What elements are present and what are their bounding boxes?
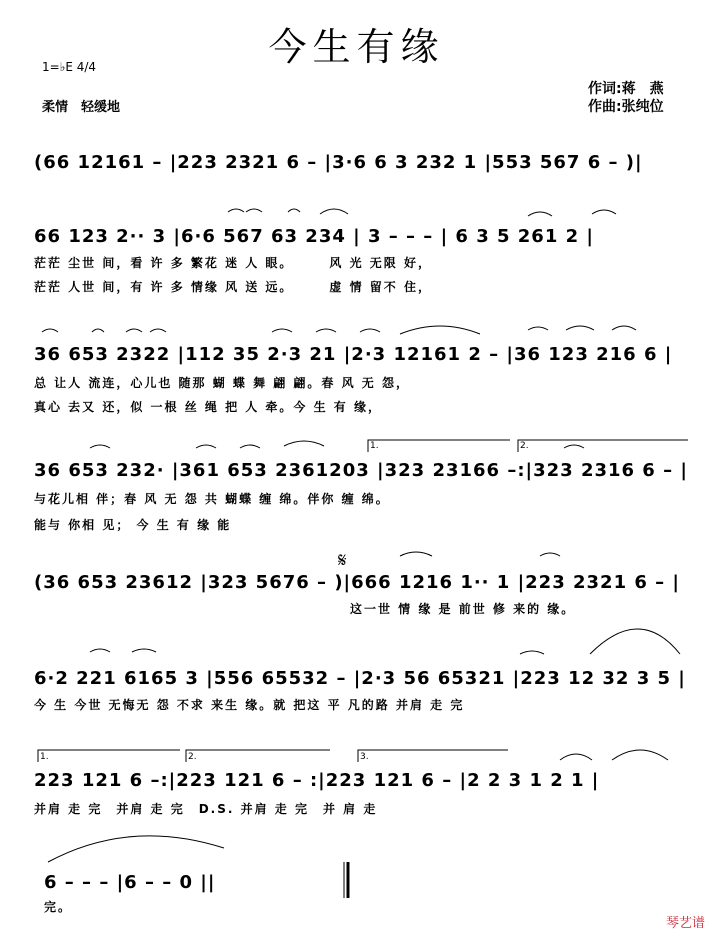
slur	[564, 445, 584, 448]
slur	[560, 754, 592, 760]
slur	[90, 445, 110, 448]
slur	[196, 445, 216, 448]
slur	[272, 329, 292, 332]
volta-bracket	[518, 440, 688, 452]
lyrics-row-3-verse-2: 真心 去又 还，似 一根 丝 绳 把 人 牵。今 生 有 缘，	[34, 400, 382, 414]
slur	[360, 329, 380, 332]
volta-bracket	[358, 750, 508, 762]
slur	[400, 552, 432, 556]
slur	[592, 210, 616, 214]
slur	[320, 209, 348, 214]
slur	[566, 326, 594, 330]
lyrics-row-2-verse-2: 茫茫 人世 间，有 许 多 情缘 风 送 远。 虚 情 留不 住，	[34, 280, 432, 294]
lyrics-row-6: 今 生 今世 无悔无 怨 不求 来生 缘。就 把这 平 凡的路 并肩 走 完	[34, 698, 465, 712]
lyricist-credit: 作词:蒋 燕	[588, 81, 664, 97]
volta-1: 1.	[370, 441, 379, 451]
slur	[284, 441, 324, 446]
slur	[612, 750, 668, 760]
slur	[48, 836, 224, 862]
notation-row-6: 6·2 221 6165 3 |556 65532 – |2·3 56 65321 |223 12 32 3 5 |	[34, 668, 686, 689]
slur	[316, 329, 336, 332]
lyrics-row-4-verse-1: 与花儿相 伴；春 风 无 怨 共 蝴蝶 缠 绵。伴你 缠 绵。	[34, 492, 390, 506]
notation-row-5: (36 653 23612 |323 5676 – )|666 1216 1·· 1 |223 2321 6 – |	[34, 572, 680, 593]
slur	[228, 209, 244, 212]
slur	[90, 649, 110, 652]
notation-row-8: 6 – – – |6 – – 0 ||	[44, 872, 216, 893]
watermark-logo: 琴艺谱	[665, 916, 705, 931]
slur	[520, 651, 544, 654]
slur	[288, 209, 300, 212]
notation-row-4: 36 653 232· |361 653 2361203 |323 23166 –:|323 2316 6 – |	[34, 460, 688, 481]
slur	[528, 212, 552, 216]
song-title: 今生有缘	[268, 25, 445, 69]
slur	[400, 326, 480, 334]
slur	[246, 209, 262, 212]
volta-bracket	[38, 750, 180, 762]
slur	[42, 329, 58, 332]
slur	[540, 553, 560, 556]
slur	[528, 327, 548, 330]
volta-1b: 1.	[40, 752, 49, 762]
lyrics-row-3-verse-1: 总 让人 流连，心儿也 随那 蝴 蝶 舞 翩 翩。春 风 无 怨，	[34, 376, 410, 390]
notation-row-1: (66 12161 – |223 2321 6 – |3·6 6 3 232 1 |553 567 6 – )|	[34, 152, 643, 173]
lyrics-row-5: 这一世 情 缘 是 前世 修 来的 缘。	[350, 602, 576, 616]
segno-sign: 𝄋	[338, 548, 347, 572]
slur	[612, 326, 636, 330]
volta-2: 2.	[520, 441, 529, 451]
slur	[92, 329, 104, 332]
composer-credit: 作曲:张纯位	[588, 99, 664, 115]
notation-row-2: 66 123 2·· 3 |6·6 567 63 234 | 3 – – – | 6 3 5 261 2 |	[34, 226, 594, 247]
slur	[132, 649, 156, 652]
lyrics-row-4-verse-2: 能与 你相 见； 今 生 有 缘 能	[34, 518, 232, 532]
slur	[126, 329, 142, 332]
lyrics-row-2-verse-1: 茫茫 尘世 间，看 许 多 繁花 迷 人 眼。 风 光 无限 好，	[34, 256, 432, 270]
slur	[590, 629, 680, 654]
volta-3: 3.	[360, 752, 369, 762]
lyrics-row-8: 完。	[44, 900, 73, 914]
lyrics-row-7: 并肩 走 完 并肩 走 完 D.S. 并肩 走 完 并 肩 走	[34, 802, 378, 816]
notation-row-7: 223 121 6 –:|223 121 6 – :|223 121 6 – |2 2 3 1 2 1 |	[34, 770, 600, 791]
volta-bracket	[186, 750, 330, 762]
volta-2b: 2.	[188, 752, 197, 762]
slur	[150, 329, 166, 332]
volta-bracket	[368, 440, 510, 452]
notation-row-3: 36 653 2322 |112 35 2·3 21 |2·3 12161 2 – |36 123 216 6 |	[34, 344, 673, 365]
key-signature: 1=♭E 4/4	[42, 60, 97, 74]
slur	[240, 445, 260, 448]
tempo-mood: 柔情 轻缓地	[42, 100, 121, 115]
